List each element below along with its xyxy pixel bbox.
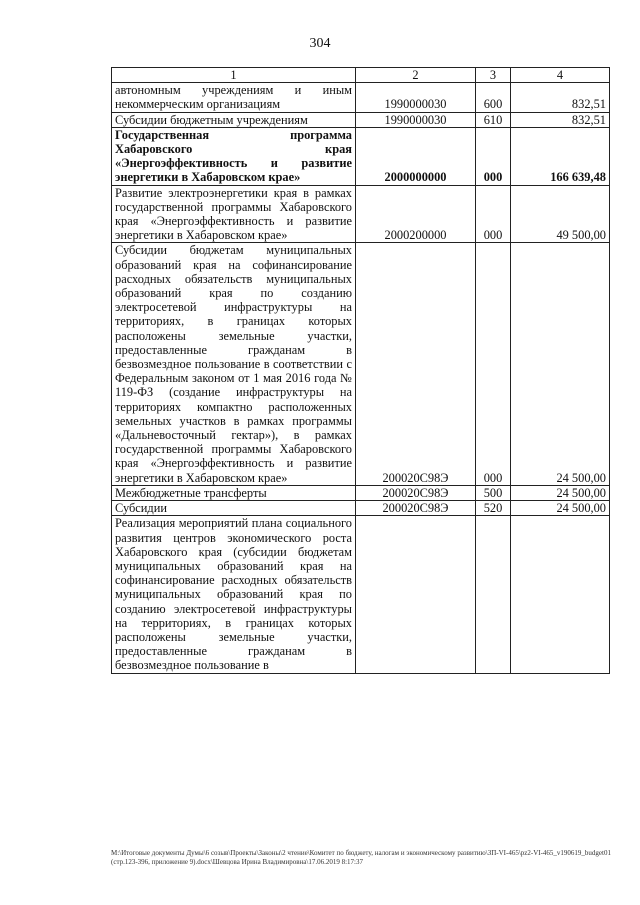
row-name: Реализация мероприятий плана социального развития центров экономического роста Хабаровского края (субсидии бюджетам муниципальных образований края на софинансирование расходных обязательств муниципальных образований края по созданию электросетевой инфраструктуры на территориях, в границах которых расположены земельные участки, предоставленные гражданам в безвозмездное пользование в [112, 516, 356, 673]
table-row [112, 185, 610, 243]
row-sum: 24 500,00 [511, 485, 610, 500]
table-row [112, 501, 610, 516]
row-code: 2000000000 [356, 127, 476, 185]
row-sum: 832,51 [511, 112, 610, 127]
header-cell: 3 [476, 68, 511, 83]
row-sum [511, 516, 610, 673]
row-name: Субсидии [112, 501, 356, 516]
budget-table [111, 67, 610, 674]
table-row [112, 243, 610, 485]
header-cell: 1 [112, 68, 356, 83]
row-type: 610 [476, 112, 511, 127]
row-type [476, 516, 511, 673]
row-name: Субсидии бюджетным учреждениям [112, 112, 356, 127]
row-type: 520 [476, 501, 511, 516]
row-code: 1990000030 [356, 83, 476, 112]
row-sum: 24 500,00 [511, 243, 610, 485]
row-sum: 832,51 [511, 83, 610, 112]
row-code: 2000200000 [356, 185, 476, 243]
row-code: 200020С98Э [356, 501, 476, 516]
row-name: Развитие электроэнергетики края в рамках государственной программы Хабаровского края «Энергоэффективность и развитие энергетики в Хабаровском крае» [112, 185, 356, 243]
row-type: 000 [476, 185, 511, 243]
row-type: 500 [476, 485, 511, 500]
row-code: 200020С98Э [356, 243, 476, 485]
table-row [112, 83, 610, 112]
table-row [112, 516, 610, 673]
row-type: 000 [476, 127, 511, 185]
row-code: 200020С98Э [356, 485, 476, 500]
table-row [112, 112, 610, 127]
page-number: 304 [309, 36, 331, 51]
table-header-row [112, 68, 610, 83]
document-footer-path: М:\Итоговые документы Думы\6 созыв\Проекты\Законы\2 чтение\Комитет по бюджету, налогам и экономическому развитию\ЗП-VI-465\pz2-VI-465_v190619_budget01 (стр.123-396, приложение 9).docx\Шевцова Ирина Владимировна\17.06.2019 8:17:37 [111, 849, 611, 866]
row-name: Межбюджетные трансферты [112, 485, 356, 500]
row-sum: 24 500,00 [511, 501, 610, 516]
row-name: Государственная программа Хабаровского края «Энергоэффективность и развитие энергетики в Хабаровском крае» [112, 127, 356, 185]
row-name: автономным учреждениям и иным некоммерческим организациям [112, 83, 356, 112]
row-type: 000 [476, 243, 511, 485]
header-cell: 2 [356, 68, 476, 83]
row-sum: 166 639,48 [511, 127, 610, 185]
table-row [112, 485, 610, 500]
row-sum: 49 500,00 [511, 185, 610, 243]
row-code [356, 516, 476, 673]
table-row [112, 127, 610, 185]
row-code: 1990000030 [356, 112, 476, 127]
header-cell: 4 [511, 68, 610, 83]
row-name: Субсидии бюджетам муниципальных образований края на софинансирование расходных обязательств муниципальных образований края по созданию электросетевой инфраструктуры на территориях, в границах которых расположены земельные участки, предоставленные гражданам в безвозмездное пользование в соответствии с Федеральным законом от 1 мая 2016 года № 119-ФЗ (создание инфраструктуры на территориях компактно расположенных земельных участков в рамках программы «Дальневосточный гектар»), в рамках государственной программы Хабаровского края «Энергоэффективность и развитие энергетики в Хабаровском крае» [112, 243, 356, 485]
row-type: 600 [476, 83, 511, 112]
